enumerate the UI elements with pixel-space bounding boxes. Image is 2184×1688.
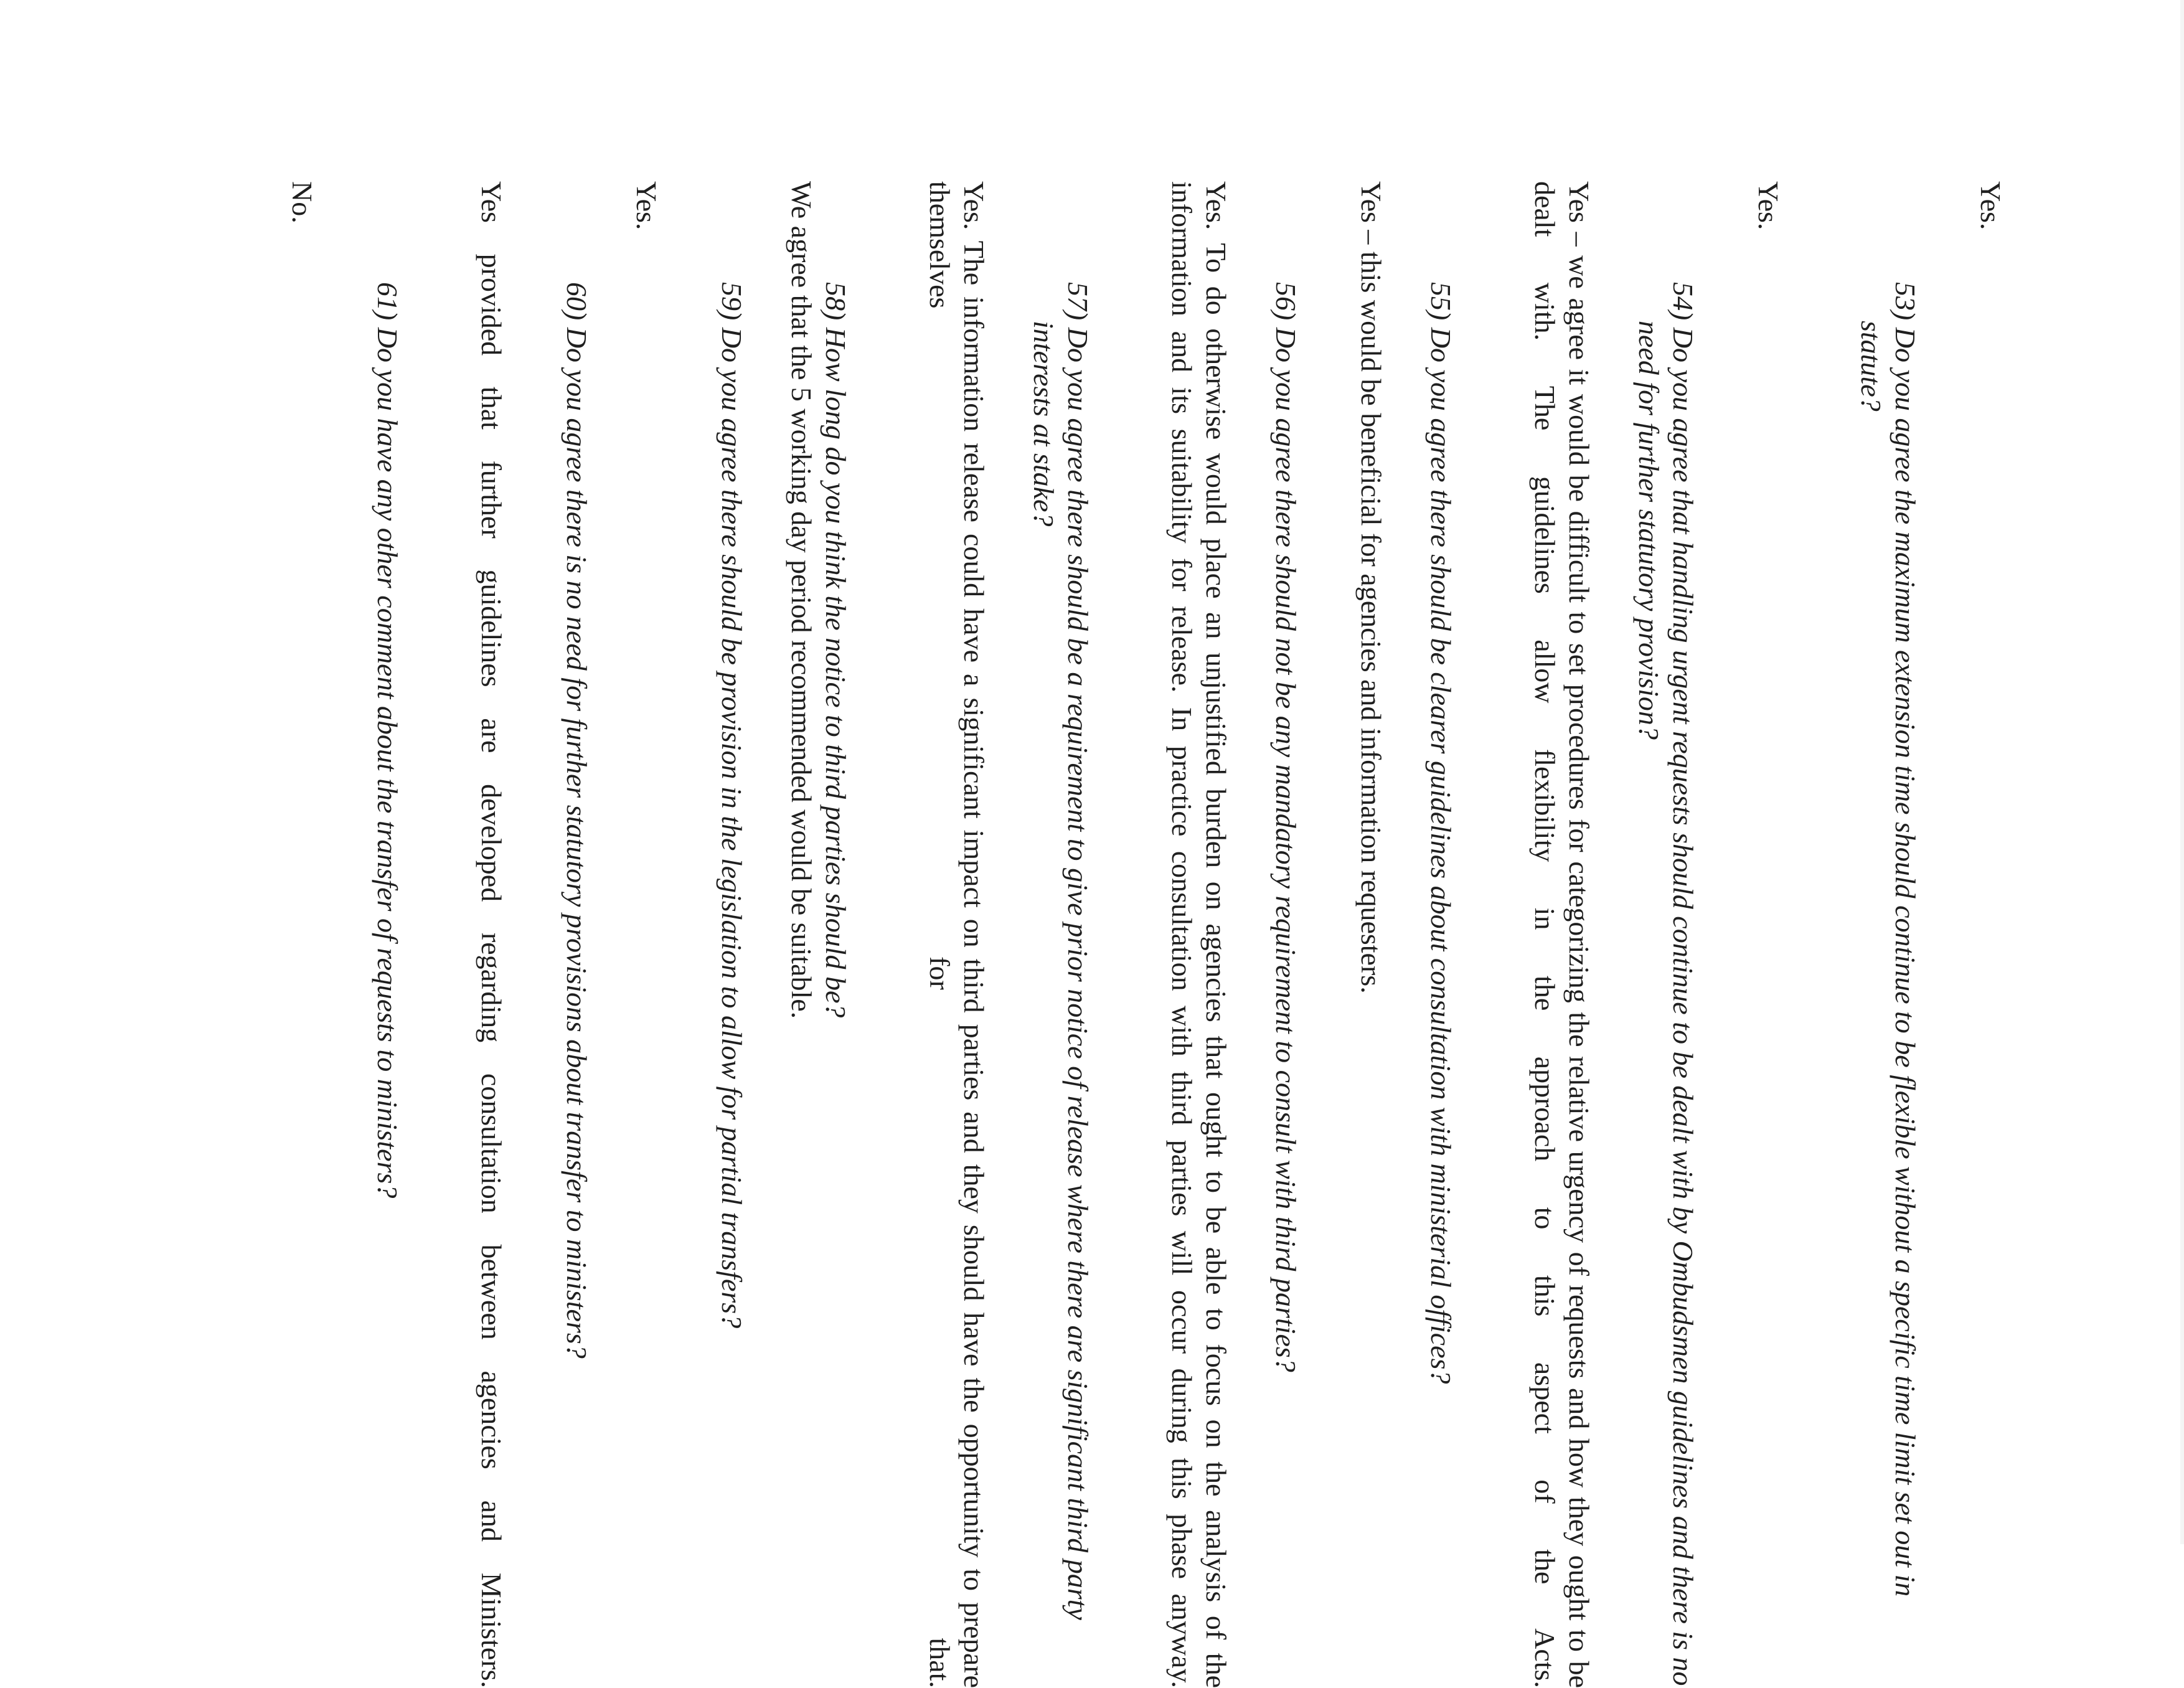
answer-57: Yes. The information release could have a significant impact on third parties and they should have the opportunity to prepare themselves for that.	[924, 181, 990, 1688]
answer-52: Yes.	[1975, 181, 2007, 230]
question-57: 57) Do you agree there should be a requirement to give prior notice of release where there are significant third party interests at stake?	[1028, 282, 1094, 1620]
answer-60: Yes provided that further guidelines are developed regarding consultation between agencies and Ministers.	[476, 181, 507, 1688]
answer-55: Yes – this would be beneficial for agencies and information requesters.	[1355, 181, 1387, 994]
answer-53: Yes.	[1753, 181, 1784, 230]
question-56: 56) Do you agree there should not be any mandatory requirement to consult with third parties?	[1270, 282, 1302, 1372]
scan-edge-strip	[2180, 0, 2184, 1544]
answer-54: Yes – we agree it would be difficult to set procedures for categorizing the relative urgency of requests and how they ought to be dealt with. The guidelines allow flexibility in the approach to this aspect of the Acts.	[1529, 181, 1595, 1688]
document-page	[285, 181, 2008, 1688]
question-58: 58) How long do you think the notice to third parties should be?	[820, 282, 852, 1018]
question-61: 61) Do you have any other comment about the transfer of requests to ministers?	[372, 282, 403, 1199]
answer-59: Yes.	[631, 181, 662, 230]
question-59: 59) Do you agree there should be provision in the legislation to allow for partial transfers?	[716, 282, 748, 1329]
question-60: 60) Do you agree there is no need for further statutory provisions about transfer to ministers?	[561, 282, 593, 1359]
question-55: 55) Do you agree there should be clearer guidelines about consultation with ministerial offices?	[1425, 282, 1457, 1384]
question-54: 54) Do you agree that handling urgent requests should continue to be dealt with by Ombudsmen guidelines and there is no need for further statutory provision?	[1633, 282, 1699, 1686]
answer-58: We agree that the 5 working day period recommended would be suitable.	[786, 181, 817, 1019]
answer-56: Yes. To do otherwise would place an unjustified burden on agencies that ought to be able to focus on the analysis of the information and its suitability for release. In practice consultation with third parties will occur during this phase anyway.	[1166, 181, 1232, 1688]
question-53: 53) Do you agree the maximum extension time should continue to be flexible without a specific time limit set out in statute?	[1855, 282, 1921, 1597]
answer-61: No.	[286, 181, 318, 224]
